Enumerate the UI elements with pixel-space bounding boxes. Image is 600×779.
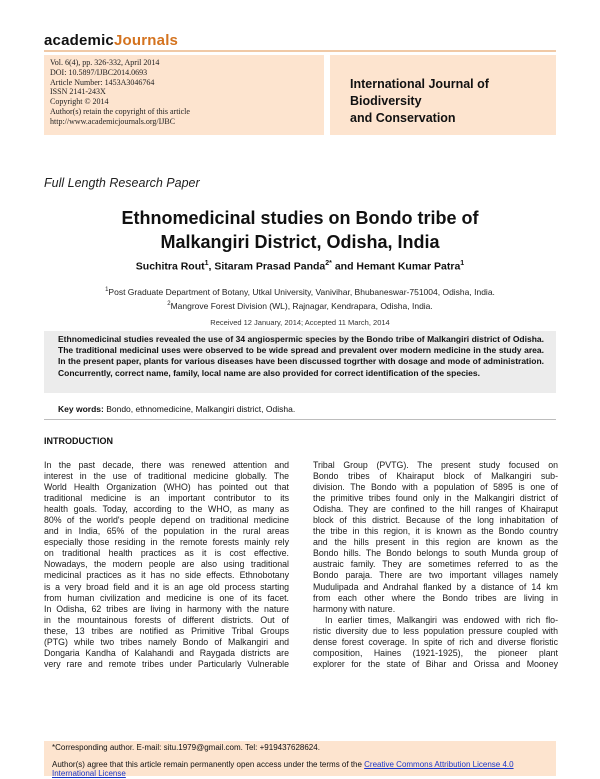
body-line: traditional medicine is an important contributor to its [44, 493, 289, 504]
license-text: Author(s) agree that this article remain permanently open access under the terms of the [52, 760, 365, 769]
keywords-label: Key words: [58, 404, 104, 414]
body-line: composition, Haines (1921-1925), the pioneer plant [313, 647, 558, 658]
body-line: In Odisha, 62 tribes are living in harmony with the nature [44, 603, 289, 614]
journal-title [350, 76, 556, 127]
paper-type: Full Length Research Paper [44, 176, 200, 190]
body-line: interest in the use of traditional medicine globally. The [44, 471, 289, 482]
body-line: Odisha. They are confined to the hill ranges of Khairaput [313, 504, 558, 515]
footer-notes [44, 741, 556, 779]
affiliation-2 [44, 298, 556, 312]
author-name: Suchitra Rout [135, 260, 205, 273]
body-line: from each other where the Bondo tribes are living in [313, 592, 558, 603]
author-separator: , [208, 260, 215, 273]
meta-doi: DOI: 10.5897/IJBC2014.0693 [50, 67, 148, 77]
body-line: Mudulipada and Andrahal flanked by a distance of 14 km [313, 581, 558, 592]
body-line: from human civilization and medicine is one of its facet. [44, 592, 289, 603]
body-column-left [44, 460, 289, 670]
body-line: Bondo hills. The Bondo belongs to south Munda group of [313, 548, 558, 559]
meta-rights: Author(s) retain the copyright of this article [50, 106, 190, 116]
body-line: Tribal Group (PVTG). The present study focused on [313, 460, 558, 470]
logo-part-academic: academic [44, 32, 114, 49]
section-heading-introduction: INTRODUCTION [44, 436, 113, 446]
body-line: dense forest coverage. In spite of rich and diverse floristic [313, 636, 558, 647]
body-line: and in India, 65% of the population in the rural areas [44, 526, 289, 537]
body-line: austraic family. They are sometimes referred to as the [313, 559, 558, 570]
article-meta-box [44, 55, 324, 135]
body-line: very rare and remote tribes under Particularly Vulnerable [44, 658, 289, 669]
body-line: is a very broad field and it is an age old process starting [44, 581, 289, 592]
license-link[interactable]: Creative Commons Attribution License 4.0 International License [52, 760, 514, 779]
author-list [44, 260, 556, 273]
body-line: ristic diversity due to less population pressure coupled with [313, 625, 558, 636]
body-line: Bondo tribes of Khairaput block of Malkangiri sub- [313, 471, 558, 482]
affiliation-1 [44, 284, 556, 298]
body-line: harmony with nature. [313, 603, 396, 614]
body-line: (PTG) while two tribes namely Bondo of Malkangiri and [44, 636, 289, 647]
body-line: Bondo paraja. There are two important villages namely [313, 570, 558, 581]
author-name: Sitaram Prasad Panda [214, 260, 326, 273]
affiliation-sup: 2 [167, 300, 171, 307]
body-line: in the mountainous forests of different districts. Out of [44, 614, 289, 625]
body-line: block of this district. Because of the long inhabitation of [313, 515, 558, 526]
corresponding-author: *Corresponding author. E-mail: situ.1979@gmail.com. Tel: +919437628624. [52, 743, 320, 752]
keywords-text: Bondo, ethnomedicine, Malkangiri district, Odisha. [106, 404, 296, 414]
body-line: health goals. Today, according to the WHO, as many as [44, 504, 289, 515]
affiliation-text: Mangrove Forest Division (WL), Rajnagar, Kendrapara, Odisha, India. [170, 300, 433, 311]
body-line: In the past decade, there was renewed attention and [44, 460, 289, 470]
author-sup: 1 [204, 260, 209, 267]
body-column-right [313, 460, 558, 670]
meta-volume: Vol. 6(4), pp. 326-332, April 2014 [50, 58, 160, 67]
body-line: especially those residing in the remote forests mainly rely [44, 537, 289, 548]
body-line: In earlier times, Malkangiri was endowed with rich flo- [325, 614, 558, 625]
body-line: World Health Organization (WHO) has pointed out that [44, 482, 289, 493]
meta-issn: ISSN 2141-243X [50, 87, 106, 97]
body-line: explorer for the state of Bihar and Orissa and Mooney [313, 658, 558, 669]
abstract-box [44, 331, 556, 393]
author-sup: 1 [460, 260, 465, 267]
body-line: and the hills present in this region are known as the [313, 537, 558, 548]
body-line: on traditional health practices as it is cost effective. [44, 548, 289, 559]
keywords-divider [44, 419, 556, 420]
affiliation-text: Post Graduate Department of Botany, Utkal University, Vanivihar, Bhubaneswar-751004, Odisha, India. [108, 286, 495, 297]
header-divider [44, 50, 556, 52]
body-line: 80% of the world's people depend on traditional medicine [44, 515, 289, 526]
title-line1: Ethnomedicinal studies on Bondo tribe of [121, 208, 479, 228]
author-name: Hemant Kumar Patra [356, 260, 461, 273]
affiliation-sup: 1 [105, 287, 109, 293]
body-line: medicinal practices as it has no side effects. Ethnobotany [44, 570, 289, 581]
logo-part-journals: Journals [113, 32, 179, 49]
author-separator: and [331, 260, 357, 273]
affiliations [44, 284, 556, 312]
article-title [44, 206, 556, 254]
body-line: Dongaria Kandha of Kalahandi and Raygada districts are [44, 647, 289, 658]
publisher-logo [44, 32, 178, 49]
meta-url[interactable]: http://www.academicjournals.org/IJBC [50, 116, 176, 126]
body-line: these, 13 tribes are notified as Primitive Tribal Groups [44, 625, 289, 636]
body-line: Nowadays, the modern people are also using traditional [44, 559, 289, 570]
title-line2: Malkangiri District, Odisha, India [160, 232, 440, 252]
journal-name-box [330, 55, 556, 135]
abstract-text: Ethnomedicinal studies revealed the use of 34 angiospermic species by the Bondo tribe of Malkangiri district of Odisha. The traditional medicinal uses were observed to be wide spread and prevalent over modern medicine in the study area. In the present paper, plants for various diseases have been discussed togrther with dosage and mode of administration. Concurrently, correct name, family, local name are also provided for correct identification of the species. [58, 334, 544, 378]
author-sup: 2* [325, 260, 332, 267]
meta-copyright: Copyright © 2014 [50, 97, 109, 107]
keywords [58, 404, 558, 414]
body-line: division. The Bondo with a population of 5895 is one of [313, 482, 558, 493]
journal-title-line1: International Journal of Biodiversity [350, 77, 489, 108]
body-line: the tribe in this region, it is known as the Bondo country [313, 526, 558, 537]
received-dates: Received 12 January, 2014; Accepted 11 March, 2014 [210, 318, 390, 327]
meta-article-number: Article Number: 1453A3046764 [50, 77, 155, 87]
body-line: the primitive tribes found only in the Malkangiri district of [313, 493, 558, 504]
journal-title-line2: and Conservation [350, 111, 456, 125]
